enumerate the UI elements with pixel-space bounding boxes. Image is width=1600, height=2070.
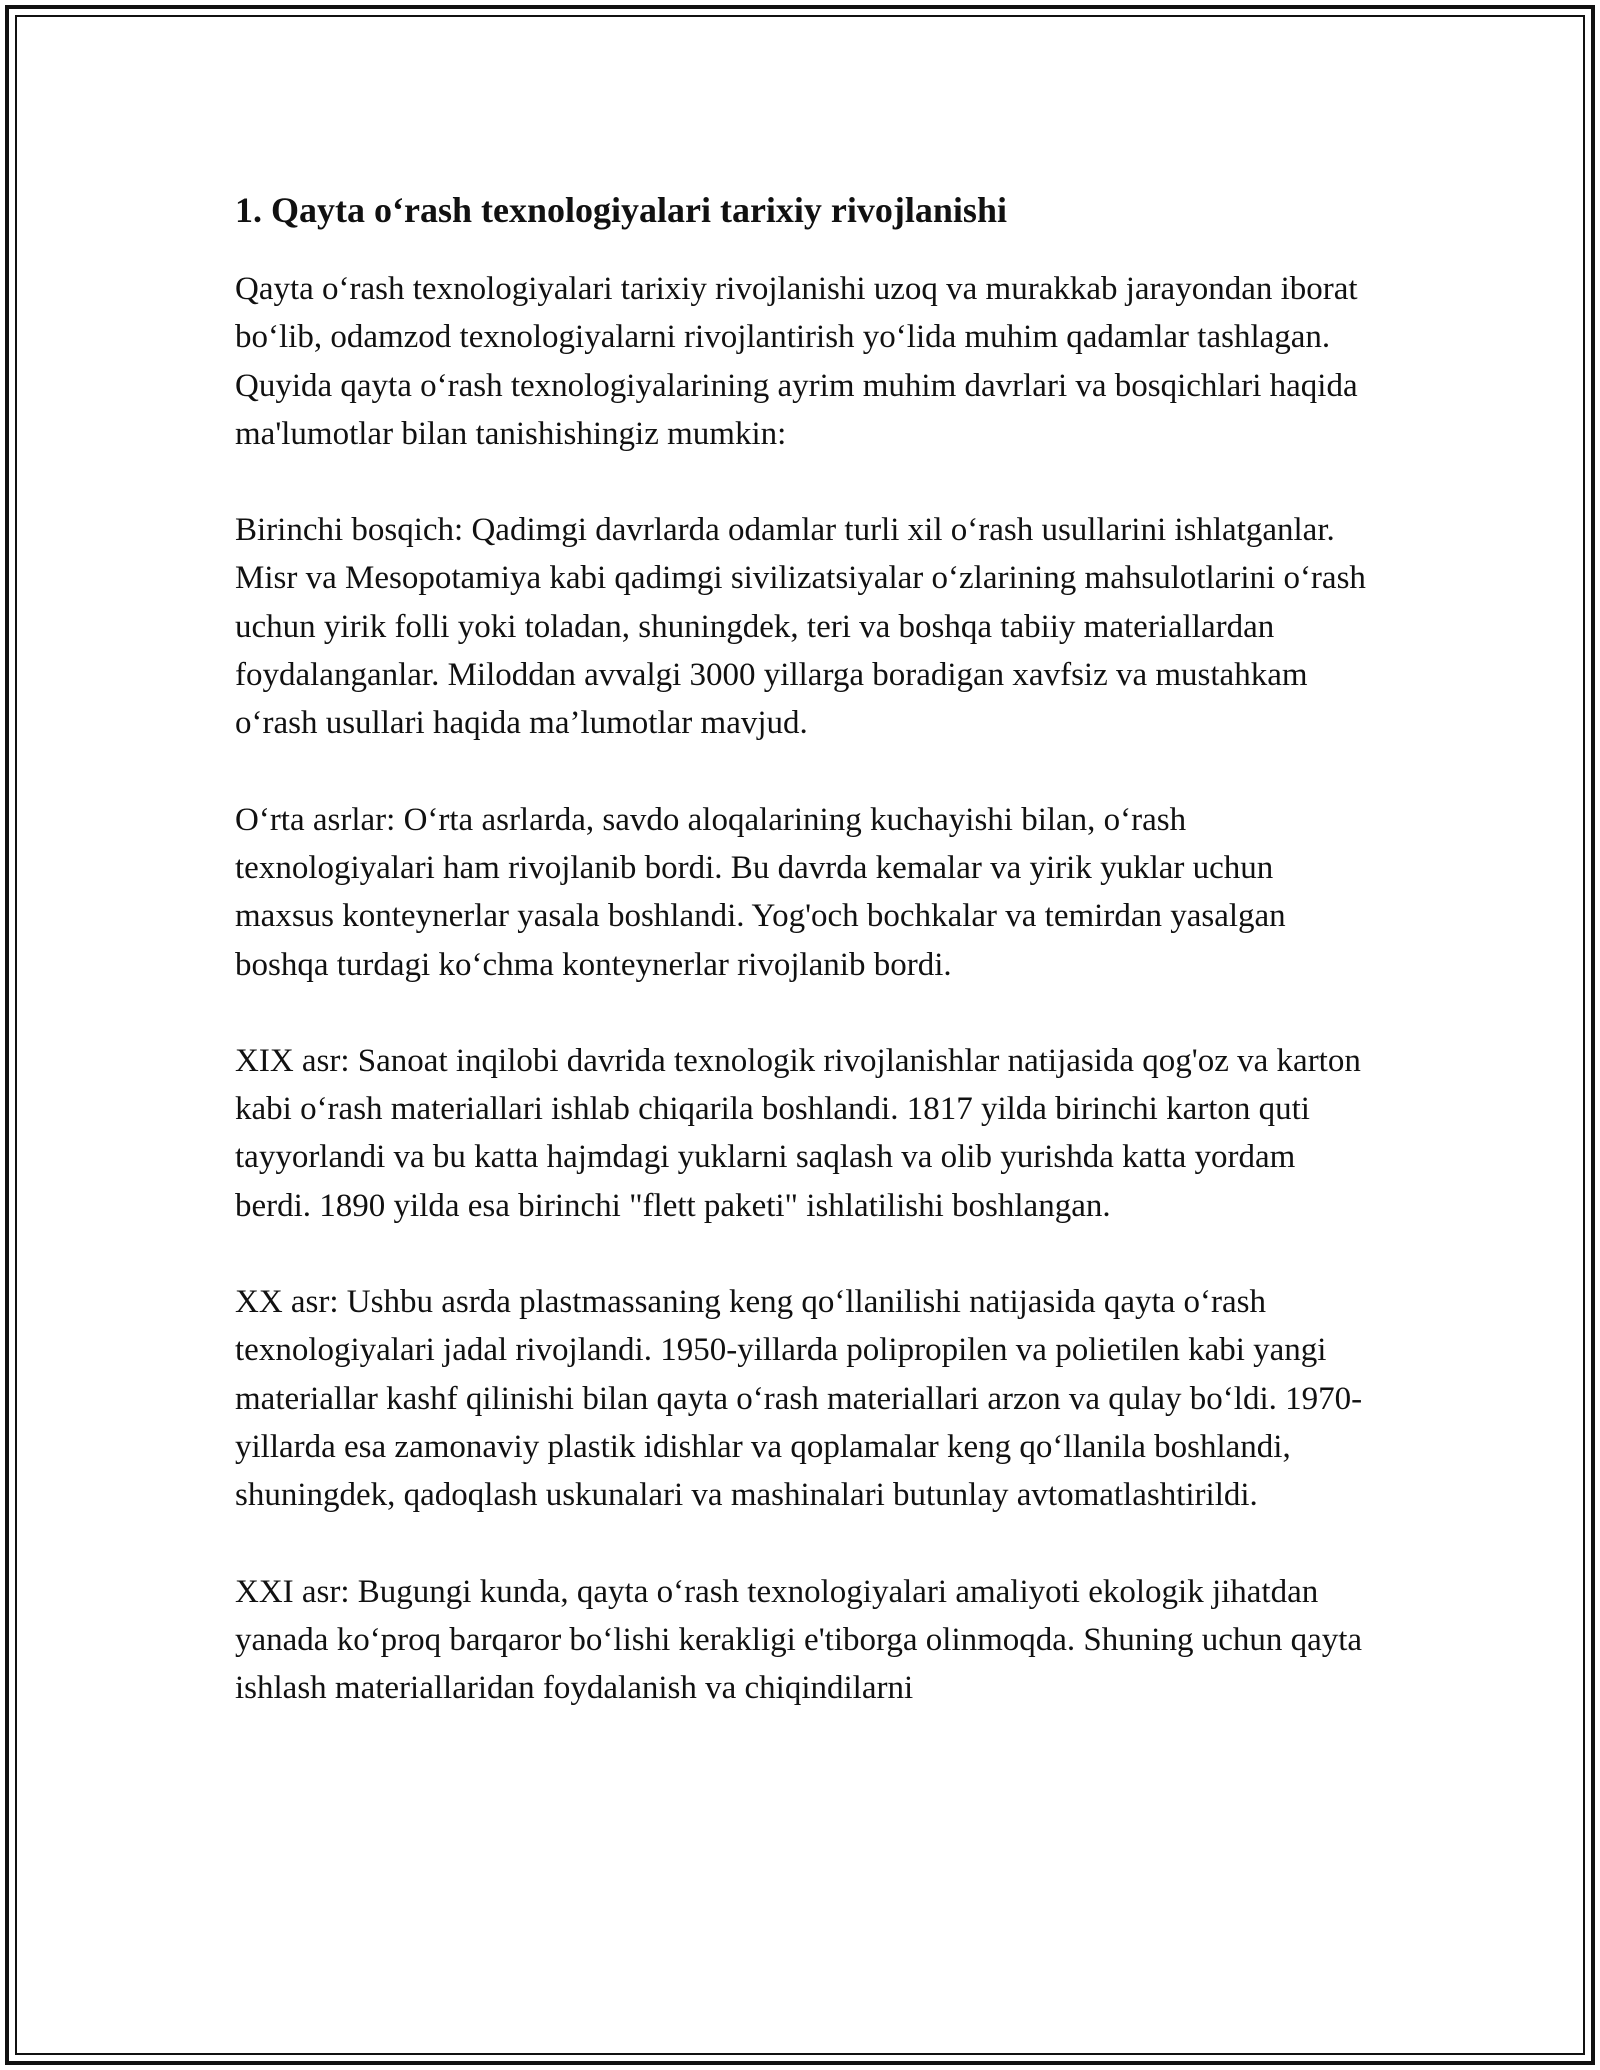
paragraph-21st-century: XXI asr: Bugungi kunda, qayta o‘rash texnologiyalari amaliyoti ekologik jihatdan yanada ko‘proq barqaror bo‘lishi kerakligi e'tiborga olinmoqda. Shuning uchun qayta ishlash materiallaridan foydalanish va chiqindilarni xyxy=(235,1573,1363,1707)
paragraph-middle-ages: O‘rta asrlar: O‘rta asrlarda, savdo aloqalarining kuchayishi bilan, o‘rash texnologiyalari ham rivojlanib bordi. Bu davrda kemalar va yirik yuklar uchun maxsus konteynerlar yasala boshlandi. Yog'och bochkalar va temirdan yasalgan boshqa turdagi ko‘chma konteynerlar rivojlanib bordi. xyxy=(235,801,1286,983)
paragraph-20th-century: XX asr: Ushbu asrda plastmassaning keng qo‘llanilishi natijasida qayta o‘rash texnologiyalari jadal rivojlandi. 1950-yillarda polipropilen va polietilen kabi yangi materiallar kashf qilinishi bilan qayta o‘rash materiallari arzon va qulay bo‘ldi. 1970-yillarda esa zamonaviy plastik idishlar va qoplamalar keng qo‘llanila boshlandi, shuningdek, qadoqlash uskunalari va mashinalari butunlay avtomatlashtirildi. xyxy=(235,1284,1363,1514)
section-heading: 1. Qayta o‘rash texnologiyalari tarixiy rivojlanishi xyxy=(235,190,1007,230)
document-body xyxy=(235,186,1375,1712)
paragraph-intro: Qayta o‘rash texnologiyalari tarixiy rivojlanishi uzoq va murakkab jarayondan iborat bo‘lib, odamzod texnologiyalarni rivojlantirish yo‘lida muhim qadamlar tashlagan. Quyida qayta o‘rash texnologiyalarining ayrim muhim davrlari va bosqichlari haqida ma'lumotlar bilan tanishishingiz mumkin: xyxy=(235,271,1358,452)
paragraph-19th-century: XIX asr: Sanoat inqilobi davrida texnologik rivojlanishlar natijasida qog'oz va karton kabi o‘rash materiallari ishlab chiqarila boshlandi. 1817 yilda birinchi karton quti tayyorlandi va bu katta hajmdagi yuklarni saqlash va olib yurishda katta yordam berdi. 1890 yilda esa birinchi "flett paketi" ishlatilishi boshlangan. xyxy=(235,1042,1361,1224)
paragraph-first-stage: Birinchi bosqich: Qadimgi davrlarda odamlar turli xil o‘rash usullarini ishlatganlar. Misr va Mesopotamiya kabi qadimgi sivilizatsiyalar o‘zlarining mahsulotlarini o‘rash uchun yirik folli yoki toladan, shuningdek, teri va boshqa tabiiy materiallardan foydalanganlar. Miloddan avvalgi 3000 yillarga boradigan xavfsiz va mustahkam o‘rash usullari haqida ma’lumotlar mavjud. xyxy=(235,512,1366,742)
